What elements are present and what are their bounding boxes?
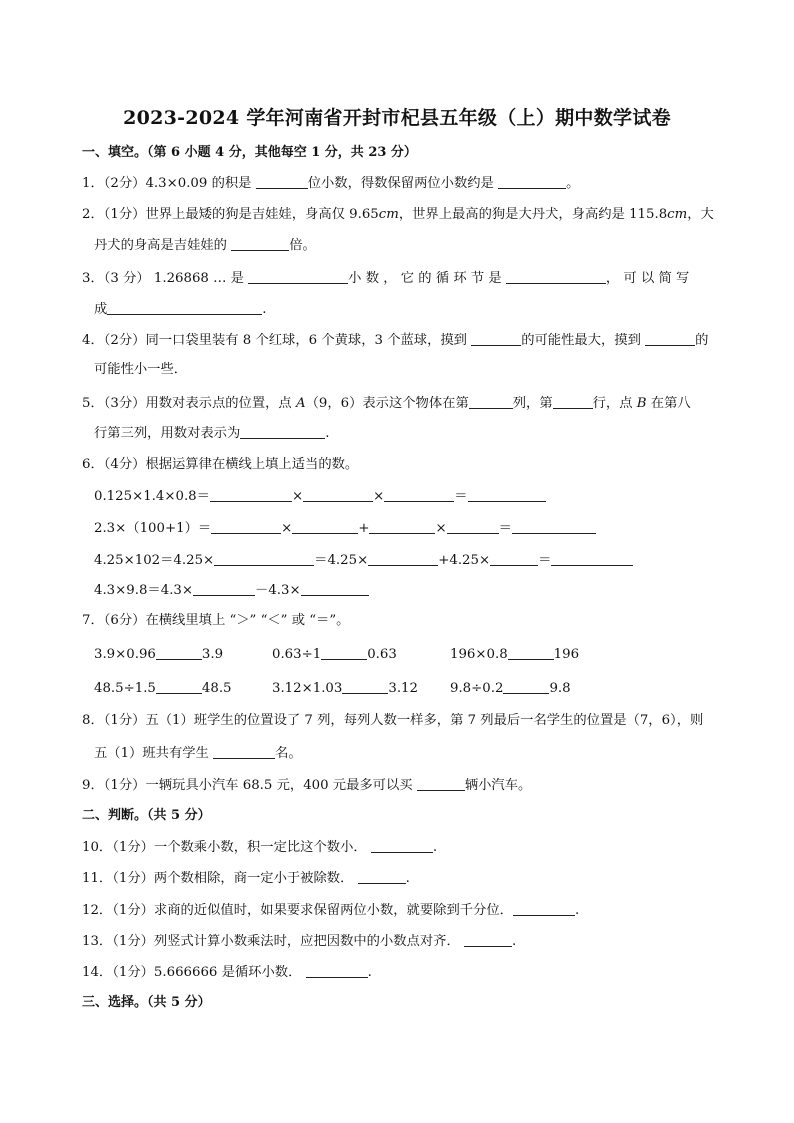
compare-item: 9.8÷0.2 9.8 bbox=[450, 678, 571, 699]
answer-blank[interactable] bbox=[498, 173, 566, 189]
answer-blank[interactable] bbox=[384, 486, 454, 502]
compare-item: 0.63÷1 0.63 bbox=[272, 644, 397, 665]
answer-blank[interactable] bbox=[240, 423, 325, 439]
section-choice-heading: 三、选择。（共 5 分） bbox=[82, 995, 211, 1010]
answer-blank[interactable] bbox=[301, 580, 369, 596]
question-5-continued: 行第三列，用数对表示为 . bbox=[94, 423, 330, 444]
answer-blank[interactable] bbox=[503, 678, 549, 694]
question-6-row-1: 0.125×1.4×0.8＝ × × ＝ bbox=[94, 486, 546, 507]
answer-blank[interactable] bbox=[464, 931, 512, 947]
answer-blank[interactable] bbox=[513, 900, 575, 916]
answer-blank[interactable] bbox=[645, 330, 695, 346]
question-7: 7．（6分）在横线里填上 “＞” “＜” 或 “＝”。 bbox=[82, 613, 350, 628]
answer-blank[interactable] bbox=[321, 644, 367, 660]
answer-blank[interactable] bbox=[508, 644, 554, 660]
question-2: 2．（1分）世界上最矮的狗是吉娃娃，身高仅 9.65cm，世界上最高的狗是大丹犬，身高约是 115.8cm，大 bbox=[82, 207, 714, 222]
answer-blank[interactable] bbox=[292, 518, 358, 534]
question-4-continued: 可能性小一些． bbox=[94, 362, 188, 377]
question-11: 11．（1分）两个数相除，商一定小于被除数． . bbox=[82, 868, 410, 889]
question-10: 10．（1分）一个数乘小数，积一定比这个数小． . bbox=[82, 837, 437, 858]
compare-item: 48.5÷1.5 48.5 bbox=[94, 678, 232, 699]
answer-blank[interactable] bbox=[471, 330, 521, 346]
compare-item: 3.9×0.96 3.9 bbox=[94, 644, 223, 665]
answer-blank[interactable] bbox=[490, 550, 538, 566]
section-judge-heading: 二、判断。（共 5 分） bbox=[82, 808, 211, 823]
question-6: 6．（4分）根据运算律在横线上填上适当的数。 bbox=[82, 457, 359, 472]
answer-blank[interactable] bbox=[214, 550, 314, 566]
answer-blank[interactable] bbox=[368, 550, 438, 566]
question-6-row-3: 4.25×102＝4.25× ＝4.25× +4.25× ＝ bbox=[94, 550, 633, 571]
answer-blank[interactable] bbox=[107, 299, 262, 315]
question-2-continued: 丹犬的身高是吉娃娃的 倍。 bbox=[94, 235, 316, 256]
answer-blank[interactable] bbox=[213, 743, 275, 759]
answer-blank[interactable] bbox=[506, 268, 606, 284]
answer-blank[interactable] bbox=[231, 235, 289, 251]
answer-blank[interactable] bbox=[248, 268, 348, 284]
answer-blank[interactable] bbox=[447, 518, 499, 534]
answer-blank[interactable] bbox=[417, 775, 465, 791]
question-3: 3．（3 分） 1.26868 … 是 小 数 ， 它 的 循 环 节 是 ， 可 以 简 写 bbox=[82, 268, 689, 289]
question-9: 9．（1分）一辆玩具小汽车 68.5 元，400 元最多可以买 辆小汽车。 bbox=[82, 775, 531, 796]
section-fill-in-heading: 一、填空。（第 6 小题 4 分，其他每空 1 分，共 23 分） bbox=[82, 145, 417, 160]
question-13: 13．（1分）列竖式计算小数乘法时，应把因数中的小数点对齐． . bbox=[82, 931, 516, 952]
page-title: 2023-2024 学年河南省开封市杞县五年级（上）期中数学试卷 bbox=[123, 107, 671, 129]
answer-blank[interactable] bbox=[342, 678, 388, 694]
answer-blank[interactable] bbox=[468, 486, 546, 502]
answer-blank[interactable] bbox=[193, 580, 255, 596]
question-6-row-2: 2.3×（100+1）＝ × + × ＝ bbox=[94, 518, 596, 539]
compare-item: 3.12×1.03 3.12 bbox=[272, 678, 418, 699]
answer-blank[interactable] bbox=[371, 837, 433, 853]
answer-blank[interactable] bbox=[306, 962, 368, 978]
answer-blank[interactable] bbox=[156, 644, 202, 660]
question-1: 1．（2分）4.3×0.09 的积是 位小数，得数保留两位小数约是 。 bbox=[82, 173, 579, 194]
answer-blank[interactable] bbox=[303, 486, 373, 502]
answer-blank[interactable] bbox=[156, 678, 202, 694]
compare-item: 196×0.8 196 bbox=[450, 644, 579, 665]
answer-blank[interactable] bbox=[512, 518, 596, 534]
question-8-continued: 五（1）班共有学生 名。 bbox=[94, 743, 302, 764]
answer-blank[interactable] bbox=[256, 173, 308, 189]
answer-blank[interactable] bbox=[469, 393, 513, 409]
answer-blank[interactable] bbox=[211, 518, 281, 534]
answer-blank[interactable] bbox=[210, 486, 292, 502]
question-8: 8．（1分）五（1）班学生的位置设了 7 列，每列人数一样多，第 7 列最后一名学生的位置是（7，6），则 bbox=[82, 713, 704, 728]
question-6-row-4: 4.3×9.8＝4.3× －4.3× bbox=[94, 580, 369, 601]
question-12: 12．（1分）求商的近似值时，如果要求保留两位小数，就要除到千分位． . bbox=[82, 900, 579, 921]
question-5: 5．（3分）用数对表示点的位置，点 A（9，6）表示这个物体在第 列，第 行，点 B 在第八 bbox=[82, 393, 691, 414]
question-4: 4．（2分）同一口袋里装有 8 个红球，6 个黄球，3 个蓝球，摸到 的可能性最大，摸到 的 bbox=[82, 330, 708, 351]
answer-blank[interactable] bbox=[369, 518, 435, 534]
question-3-continued: 成 . bbox=[94, 299, 267, 320]
question-14: 14．（1分）5.666666 是循环小数． . bbox=[82, 962, 372, 983]
answer-blank[interactable] bbox=[358, 868, 406, 884]
answer-blank[interactable] bbox=[551, 550, 633, 566]
answer-blank[interactable] bbox=[553, 393, 593, 409]
